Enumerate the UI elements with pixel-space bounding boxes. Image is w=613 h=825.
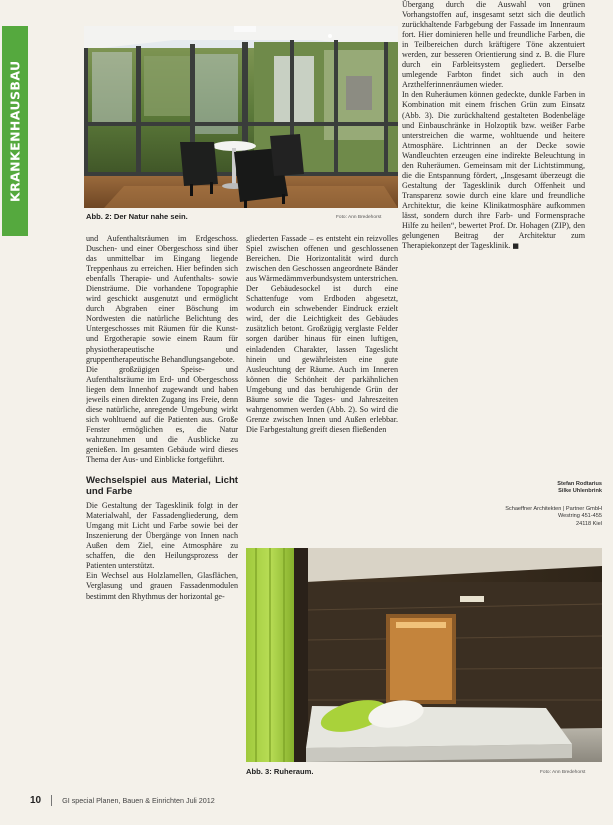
footer-divider xyxy=(51,795,52,806)
section-heading: Wechselspiel aus Material, Licht und Farbe xyxy=(86,475,238,498)
authors xyxy=(452,481,602,496)
page-number: 10 xyxy=(30,794,42,806)
photo-glazed-room xyxy=(84,26,398,208)
author-block xyxy=(452,481,602,528)
paragraph: gliederten Fassade – es entsteht ein reizvolles Spiel zwischen offenen und geschlossenen Bereichen. Die Horizontalität wird durch zwischen den Geschossen angeordnete Bänder aus Wärmedämmverbundsystem unterstrichen. Der Gebäudesockel ist durch eine Schattenfuge vom Erdboden abgesetzt, wodurch ein schwebender Eindruck erzielt wird, der die Leichtigkeit des Gebäudes zusätzlich betont. Großzügig verglaste Felder sorgen darüber hinaus für einen luftigen, einladenden Charakter, lassen Tageslicht hinein und gewährleisten eine gute Ausleuchtung der Räume. Auch im Inneren können die Schönheit der parkähnlichen Umgebung und das beruhigende Grün der Bäume sowie die Tages- und Jahreszeiten wahrgenommen werden (Abb. 2). So wird die Grenze zwischen Innen und Außen erlebbar. Die Farbgestaltung greift diesen fließenden xyxy=(246,234,398,434)
section-label: KRANKENHAUSBAU xyxy=(7,60,23,202)
figure-caption-3: Abb. 3: Ruheraum. xyxy=(246,767,314,776)
figure-credit-3: Foto: Ann Bredehorst xyxy=(540,770,586,775)
firm-name: Schaeffner Architekten | Partner GmbH xyxy=(505,505,602,512)
paragraph: Die großzügigen Speise- und Aufenthaltsräume im Erd- und Obergeschoss liegen dem Innenhof zugewandt und haben jeweils einen direkten Zugang ins Freie, denn diese natürliche, anregende Umgebung wirkt sich wohltuend auf die Patienten aus. Große Fenster ermöglichen es, die Natur wahrzunehmen und die Ausblicke zu genießen. Im gesamten Gebäude wird dieses Thema der Aus- und Einblicke fortgeführt. xyxy=(86,364,238,465)
firm-address xyxy=(452,506,602,528)
end-mark: ■ xyxy=(512,242,519,251)
author-name: Silke Uhlenbrink xyxy=(558,488,602,495)
paragraph: und Aufenthaltsräumen im Erdgeschoss. Duschen- und einer Obergeschoss sind über das unmittelbar im Eingang liegende Treppenhaus zu erreichen. Hier befinden sich ebenfalls Therapie- und Aufenthalts- sowie Diensträume. Die vorhandene Topographie wird geschickt ausgenutzt und ermöglicht durch Abgraben einer Böschung im Nordwesten die natürliche Belichtung des Untergeschosses mit Räumen für die Kunst- und Ergotherapie sowie einem Raum für physiotherapeutische und gruppentherapeutische Behandlungsangebote. xyxy=(86,234,238,364)
issue-info: GI special Planen, Bauen & Einrichten Juli 2012 xyxy=(62,795,215,805)
paragraph: Ein Wechsel aus Holzlamellen, Glasflächen, Verglasung und grauen Fassadenmodulen bestimmt den Rhythmus der horizontal ge- xyxy=(86,571,238,601)
figure-credit-2: Foto: Ann Bredehorst xyxy=(336,215,382,220)
column-right-top xyxy=(402,0,585,446)
page-footer xyxy=(30,793,215,807)
firm-street: Westring 451-455 xyxy=(557,513,602,520)
column-middle xyxy=(246,234,398,542)
paragraph: Übergang durch die Auswahl von grünen Vorhangstoffen auf, insgesamt setzt sich die deutlich zurückhaltende Farbgebung der Fassade im Innenraum fort. Hier dominieren helle und freundliche Farben, die in Teilbereichen durch kräftigere Töne akzentuiert werden, zur besseren Orientierung sind z. B. die Flure durch ein Farbleitsystem gegliedert. Derselbe umlegende Farbton findet sich auch in den Arzthelferinnenräumen wieder. xyxy=(402,0,585,90)
section-band xyxy=(2,26,28,236)
firm-city: 24118 Kiel xyxy=(575,520,602,527)
author-name: Stefan Rodtarius xyxy=(557,481,602,487)
column-left xyxy=(86,234,238,774)
photo-rest-room xyxy=(246,548,602,762)
paragraph: Die Gestaltung der Tagesklinik folgt in der Materialwahl, der Fassadengliederung, dem Umgang mit Licht und Farbe sowie bei der Inszenierung der Übergänge von Innen nach Außen dem Ziel, eine Atmosphäre zu schaffen, die den Heilungsprozess der Patienten unterstützt. xyxy=(86,501,238,571)
figure-caption-2: Abb. 2: Der Natur nahe sein. xyxy=(86,212,188,221)
paragraph: In den Ruheräumen können gedeckte, dunkle Farben in Kombination mit einem frischen Grün zum Einsatz (Abb. 3). Die zurückhaltend gestalteten Bodenbeläge und Einbauschränke in Holzoptik bzw. weißer Farbe unterstreichen die warme, wohltuende und heitere Atmosphäre. Lichtrinnen an der Decke sowie Wandleuchten erzeugen eine indirekte Beleuchtung in den Ruheräumen. Gemeinsam mit der Lichtstimmung, die die Entspannung fördert, „Insgesamt überzeugt die Gestaltung der Tagesklinik durch Offenheit und Transparenz sowie durch eine klare und freundliche Architektur, die keine Klinikatmosphäre aufkommen lässt, sondern durch ihre Farb- und Formensprache Hilfe zu heilen“, bewertet Prof. Dr. Hohagen (ZIP), den gelungenen Beitrag der Architektur zum Therapiekonzept der Tagesklinik. ■ xyxy=(402,90,585,251)
